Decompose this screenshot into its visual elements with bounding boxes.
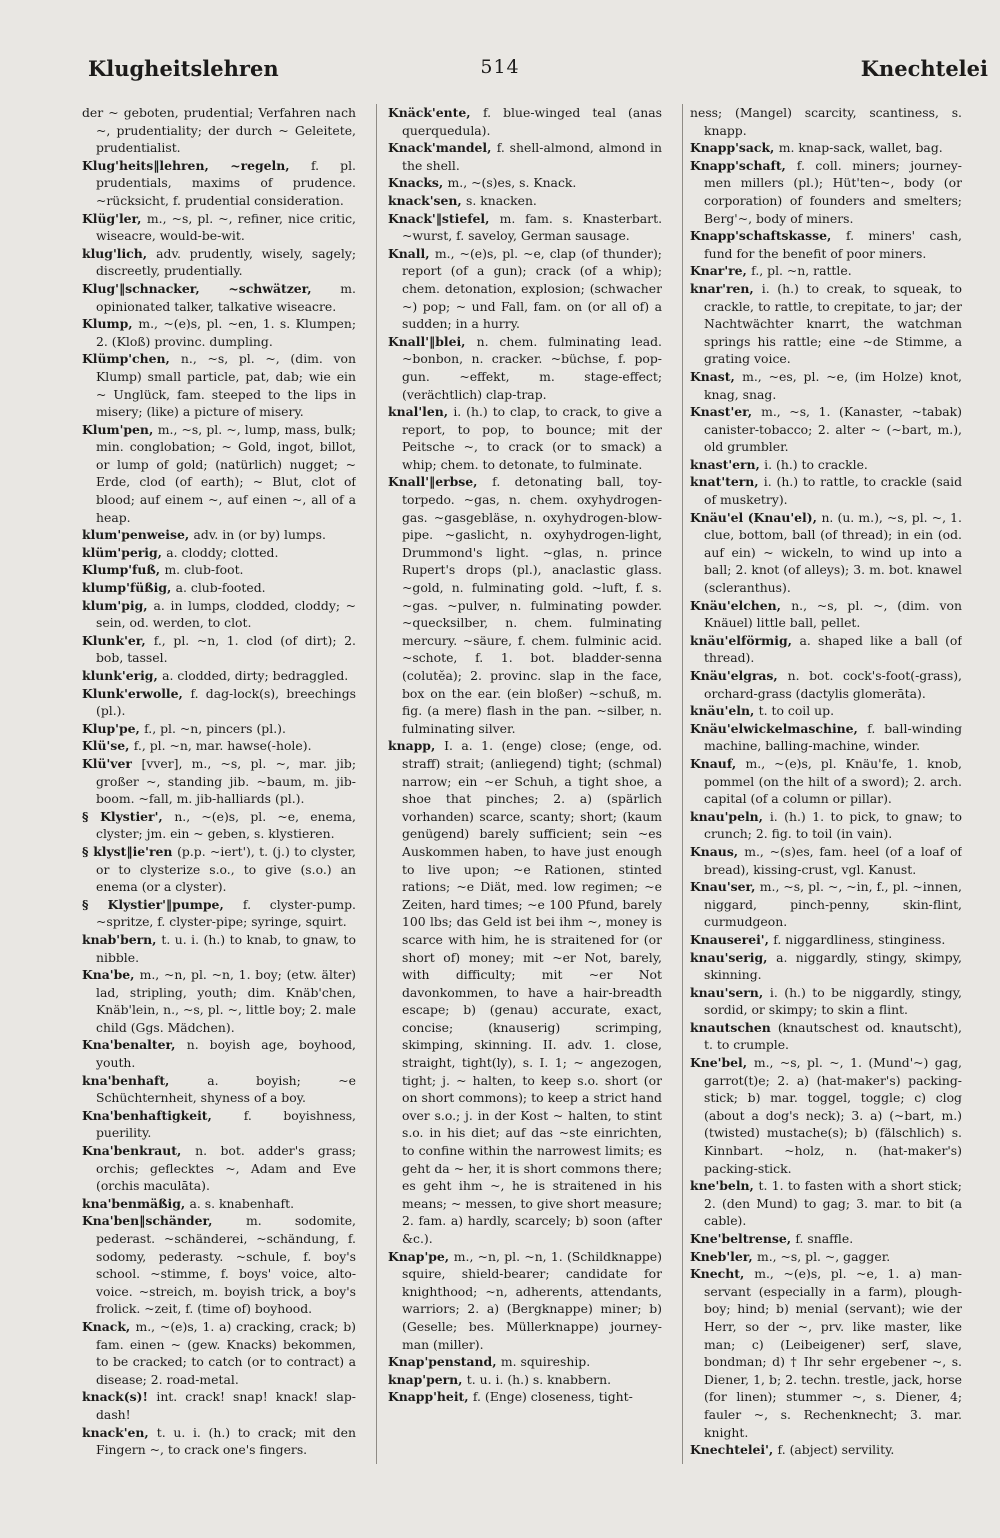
definition: f., pl. ~n, 1. clod (of dirt); 2. bob, tassel. xyxy=(96,632,356,666)
headword: knast'ern, xyxy=(690,456,765,472)
headword: Kna'be, xyxy=(82,967,140,983)
dictionary-entry xyxy=(690,808,962,843)
page-number: 514 xyxy=(480,56,520,78)
definition: t. to coil up. xyxy=(758,703,835,719)
dictionary-entry xyxy=(690,843,962,878)
dictionary-entry xyxy=(82,755,356,808)
headword: Knaus, xyxy=(690,843,745,859)
dictionary-entry xyxy=(690,139,962,157)
definition: n. chem. fulminating lead. ~bonbon, n. cracker. ~büchse, f. pop-gun. ~effekt, m. stage-effect; (verächtlich) clap-trap. xyxy=(402,333,662,402)
definition: a. boyish; ~e Schüchternheit, shyness of a boy. xyxy=(96,1072,356,1106)
headword: Klunk'erwolle, xyxy=(82,685,191,701)
dictionary-entry xyxy=(82,1424,356,1459)
dictionary-entry xyxy=(690,1019,962,1054)
definition: [vver], m., ~s, pl. ~, mar. jib; großer ~, standing jib. ~baum, m. jib-boom. ~fall, m. jib-halliards (pl.). xyxy=(96,755,356,807)
dictionary-entry xyxy=(690,1441,962,1459)
headword: Knäck'ente, xyxy=(388,105,483,120)
definition: i. (h.) 1. to pick, to gnaw; to crunch; 2. fig. to toil (in vain). xyxy=(704,808,962,842)
dictionary-entry xyxy=(690,755,962,808)
headword: Knapp'heit, xyxy=(388,1389,473,1405)
dictionary-entry xyxy=(388,473,662,737)
dictionary-entry xyxy=(82,667,356,685)
definition: a. clodded, dirty; bedraggled. xyxy=(162,668,349,683)
dictionary-entry xyxy=(690,1177,962,1230)
dictionary-entry xyxy=(690,597,962,632)
dictionary-entry xyxy=(82,1142,356,1195)
definition: adv. prudently, wisely, sagely; discreetly, prudentially. xyxy=(96,245,356,279)
definition: f. coll. miners; journey-men millers (pl.); Hüt'ten~, body (or corporation) of founders and smelters; Berg'~, body of miners. xyxy=(704,157,962,226)
headword: Knack, xyxy=(82,1318,136,1334)
definition: m., ~(e)s, pl. ~en, 1. s. Klumpen; 2. (Kloß) provinc. dumpling. xyxy=(96,316,356,349)
definition: t. u. i. (h.) to crack; mit den Fingern ~, to crack one's fingers. xyxy=(96,1424,356,1458)
definition: n. bot. cock's-foot(-grass), orchard-grass (dactylis glomerāta). xyxy=(704,668,962,701)
definition: f. snaffle. xyxy=(795,1231,854,1246)
headword: Knap'penstand, xyxy=(388,1354,501,1370)
dictionary-entry xyxy=(690,720,962,755)
dictionary-entry xyxy=(82,685,356,720)
definition: n. boyish age, boyhood, youth. xyxy=(96,1037,356,1071)
definition: m. club-foot. xyxy=(164,562,244,578)
dictionary-entry xyxy=(82,1107,356,1142)
headword: Knast'er, xyxy=(690,404,762,420)
definition: m., ~s, pl. ~, 1. (Mund'~) gag, garrot(t)e; 2. a) (hat-maker's) packing-stick; b) mar. toggel, toggle; c) clog (about a dog's neck); 3. a) (~bart, m.) (twisted) mustache(s); b) (fälschlich) s. Kinnbart. ~holz, n. (hat-maker's) packing-stick. xyxy=(704,1055,962,1176)
dictionary-entry xyxy=(690,949,962,984)
headword: Knall, xyxy=(388,245,435,261)
dictionary-entry xyxy=(690,667,962,702)
definition: i. (h.) to clap, to crack, to give a report, to pop, to bounce; mit der Peitsche ~, to crack (or to smack) a whip; chem. to detonate, to fulminate. xyxy=(402,404,662,472)
dictionary-entry xyxy=(388,245,662,333)
headword: § Klystier', xyxy=(82,808,175,824)
headword: Knechtelei', xyxy=(690,1442,778,1458)
dictionary-entry xyxy=(388,403,662,473)
headword: knau'peln, xyxy=(690,808,770,824)
headword: Knecht, xyxy=(690,1266,755,1282)
dictionary-entry xyxy=(82,104,356,157)
dictionary-entry xyxy=(388,333,662,403)
headword: Kna'ben‖schänder, xyxy=(82,1213,246,1229)
column-3 xyxy=(690,104,962,1504)
column-rule xyxy=(682,104,683,1464)
definition: f. boyishness, puerility. xyxy=(96,1107,356,1141)
headword: Klümp'chen, xyxy=(82,351,181,367)
running-head-left: Klugheitslehren xyxy=(88,56,279,81)
definition: m., ~(s)es, s. Knack. xyxy=(447,175,577,191)
headword: Klump'fuß, xyxy=(82,562,165,578)
definition: f., pl. ~n, rattle. xyxy=(751,263,852,279)
headword: knautschen xyxy=(690,1019,778,1035)
dictionary-entry xyxy=(690,456,962,474)
dictionary-entry xyxy=(82,896,356,931)
dictionary-entry xyxy=(82,1388,356,1423)
headword: Knäu'el (Knau'el), xyxy=(690,509,822,525)
definition: f., pl. ~n, mar. hawse(-hole). xyxy=(133,738,312,754)
dictionary-entry xyxy=(388,210,662,245)
dictionary-entry xyxy=(82,597,356,632)
headword: Knäu'elchen, xyxy=(690,597,792,613)
dictionary-entry xyxy=(388,104,662,139)
definition: m. squireship. xyxy=(500,1354,591,1370)
definition: I. a. 1. (enge) close; (enge, od. straff) strait; (anliegend) tight; (schmal) narrow; ein ~er Schuh, a tight shoe, a shoe that pinches; 2. a) (spärlich vorhanden) scarce, scanty; short; (kaum genügend) barely sufficient; sein ~es Auskommen haben, to have just enough to live upon; ~e Rationen, stinted rations; ~e Diät, med. low regimen; ~e Zeiten, hard times; ~e 100 Pfund, barely 100 lbs; das Geld ist bei ihm ~, money is scarce with him, he is straitened for (or short of) money; mit ~er Not, barely, with difficulty; mit ~er Not davonkommen, to have a hair-breadth escape; b) (genau) accurate, exact, concise; (knauserig) scrimping, skimping, skinning. II. adv. 1. close, straight, tight(ly), s. I. 1; ~ angezogen, tight; j. ~ halten, to keep s.o. short (or on short commons); to keep a strict hand over s.o.; j. in der Kost ~ halten, to stint s.o. in his diet; auf das ~ste einrichten, to confine within the narrowest limits; es geht da ~ her, it is short commons there; es geht ihm ~, he is straitened in his means; ~ messen, to give short measure; 2. fam. a) hardly, scarcely; b) soon (after &c.). xyxy=(402,738,662,1246)
dictionary-entry xyxy=(388,192,662,210)
headword: kne'beln, xyxy=(690,1178,759,1194)
dictionary-entry xyxy=(82,808,356,843)
dictionary-entry xyxy=(82,544,356,562)
headword: klum'penweise, xyxy=(82,527,194,543)
headword: Kna'benalter, xyxy=(82,1037,187,1053)
dictionary-entry xyxy=(82,245,356,280)
dictionary-entry xyxy=(388,139,662,174)
definition: n. (u. m.), ~s, pl. ~, 1. clue, bottom, ball (of thread); in ein (od. auf ein) ~ wickeln, to wind up into a ball; 2. knot (of alleys); 3. m. bot. knawel (scleranthus). xyxy=(704,509,962,596)
headword: knau'sern, xyxy=(690,984,770,1000)
definition: f., pl. ~n, pincers (pl.). xyxy=(144,720,286,736)
headword: kna'benmäßig, xyxy=(82,1195,190,1211)
definition: m., ~(e)s, 1. a) cracking, crack; b) fam. einen ~ (gew. Knacks) bekommen, to be cracked; to catch (or to contract) a disease; 2. road-metal. xyxy=(96,1318,356,1387)
dictionary-entry xyxy=(690,984,962,1019)
dictionary-entry xyxy=(82,1195,356,1213)
headword: knal'len, xyxy=(388,404,454,420)
dictionary-entry xyxy=(690,227,962,262)
dictionary-entry xyxy=(690,632,962,667)
definition: f. dag-lock(s), breechings (pl.). xyxy=(96,685,356,719)
definition: f. shell-almond, almond in the shell. xyxy=(402,140,662,173)
dictionary-entry xyxy=(690,931,962,949)
headword: Kne'beltrense, xyxy=(690,1231,796,1246)
definition: a. cloddy; clotted. xyxy=(166,544,279,560)
definition: i. (h.) to be niggardly, stingy, sordid, or skimpy; to skin a flint. xyxy=(704,984,962,1018)
definition: m., ~(e)s, pl. ~e, clap (of thunder); report (of a gun); crack (of a whip); chem. detonation, explosion; (schwacher ~) pop; ~ und Fall, fam. on (or all of) a sudden; in a hurry. xyxy=(402,245,662,332)
headword: Klü'se, xyxy=(82,738,134,754)
headword: Klump, xyxy=(82,316,139,332)
definition: f. pl. prudentials, maxims of prudence. ~rücksicht, f. prudential consideration. xyxy=(96,157,356,208)
headword: Knäu'elwickelmaschine, xyxy=(690,720,868,736)
headword: knack(s)! xyxy=(82,1389,157,1405)
definition: m., ~(e)s, pl. ~e, 1. a) man-servant (especially in a farm), plough-boy; hind; b) menial (servant); wie der Herr, so der ~, prv. like master, like man; c) (Leibeigener) serf, slave, bondman; d) † Ihr sehr ergebener ~, s. Diener, 1, b; 2. techn. trestle, jack, horse (for linen); stummer ~, s. Diener, 4; fauler ~, s. Rechenknecht; 3. mar. knight. xyxy=(704,1266,962,1440)
dictionary-entry xyxy=(388,1353,662,1371)
headword: knar'ren, xyxy=(690,280,762,296)
headword: knack'en, xyxy=(82,1424,157,1440)
definition: int. crack! snap! knack! slap-dash! xyxy=(96,1389,356,1422)
dictionary-entry xyxy=(690,1248,962,1266)
dictionary-entry xyxy=(82,632,356,667)
headword: Knau'ser, xyxy=(690,879,760,895)
headword: Klü'ver xyxy=(82,755,142,771)
definition: a. shaped like a ball (of thread). xyxy=(704,632,962,666)
dictionary-entry xyxy=(82,421,356,527)
definition: f. miners' cash, fund for the benefit of poor miners. xyxy=(704,228,962,261)
headword: klump'füßig, xyxy=(82,580,176,596)
definition: m., ~s, 1. (Kanaster, ~tabak) canister-tobacco; 2. alter ~ (~bart, m.), old grumbler. xyxy=(704,404,962,455)
headword: Klum'pen, xyxy=(82,421,158,437)
definition: a. in lumps, clodded, cloddy; ~ sein, od. werden, to clot. xyxy=(96,597,356,631)
headword: klüm'perig, xyxy=(82,544,167,560)
headword: knäu'elförmig, xyxy=(690,632,800,648)
dictionary-entry xyxy=(690,157,962,227)
dictionary-entry xyxy=(690,702,962,720)
headword: Knack'‖stiefel, xyxy=(388,210,500,226)
column-2 xyxy=(388,104,662,1504)
headword: Knap'pe, xyxy=(388,1248,454,1264)
definition: f. niggardliness, stinginess. xyxy=(773,931,946,947)
headword: Knauf, xyxy=(690,755,746,771)
definition: f. (Enge) closeness, tight- xyxy=(472,1389,633,1405)
definition: t. u. i. (h.) s. knabbern. xyxy=(466,1371,612,1387)
headword: klum'pig, xyxy=(82,597,154,613)
definition: n. bot. adder's grass; orchis; geflecktes ~, Adam and Eve (orchis maculāta). xyxy=(96,1143,356,1194)
dictionary-entry xyxy=(690,1054,962,1177)
definition: n., ~s, pl. ~, (dim. von Knäuel) little ball, pellet. xyxy=(704,597,962,631)
headword: knack'sen, xyxy=(388,192,467,208)
dictionary-entry xyxy=(82,315,356,350)
definition: m. opinionated talker, talkative wiseacre. xyxy=(96,280,356,314)
dictionary-entry xyxy=(388,737,662,1247)
headword: Kna'benkraut, xyxy=(82,1143,196,1159)
headword: Knar're, xyxy=(690,263,752,279)
definition: f. blue-winged teal (anas querquedula). xyxy=(402,105,662,138)
definition: (knautschest od. knautscht), t. to crumple. xyxy=(704,1019,962,1053)
headword: knab'bern, xyxy=(82,931,162,947)
headword: knapp, xyxy=(388,738,445,754)
definition: a. s. knabenhaft. xyxy=(189,1195,295,1211)
headword: Knacks, xyxy=(388,175,448,191)
definition: m., ~s, pl. ~, refiner, nice critic, wiseacre, would-be-wit. xyxy=(96,210,356,244)
headword: Knapp'sack, xyxy=(690,140,779,156)
dictionary-entry xyxy=(690,878,962,931)
headword: Knall'‖erbse, xyxy=(388,474,493,490)
definition: i. (h.) to crackle. xyxy=(764,456,868,472)
headword: Klunk'er, xyxy=(82,632,154,648)
headword: knau'serig, xyxy=(690,949,777,965)
dictionary-entry xyxy=(82,931,356,966)
definition: a. niggardly, stingy, skimpy, skinning. xyxy=(704,949,962,983)
definition: m. fam. s. Knasterbart. ~wurst, f. saveloy, German sausage. xyxy=(402,210,662,244)
dictionary-entry xyxy=(82,737,356,755)
headword: § Klystier'‖pumpe, xyxy=(82,896,243,912)
column-1 xyxy=(82,104,356,1504)
definition: der ~ geboten, prudential; Verfahren nach ~, prudentiality; der durch ~ Geleitete, prudentialist. xyxy=(82,105,356,156)
headword: Kneb'ler, xyxy=(690,1248,757,1264)
dictionary-entry xyxy=(82,720,356,738)
dictionary-entry xyxy=(82,843,356,896)
headword: Knall'‖blei, xyxy=(388,333,477,349)
dictionary-entry xyxy=(690,1230,962,1248)
running-head-right: Knechtelei xyxy=(860,56,988,81)
definition: m., ~n, pl. ~n, 1. boy; (etw. älter) lad, stripling, youth; dim. Knäb'chen, Knäb'lein, n., ~s, pl. ~, little boy; 2. male child (Ggs. Mädchen). xyxy=(96,967,356,1035)
definition: s. knacken. xyxy=(466,192,537,208)
definition: m. sodomite, pederast. ~schänderei, ~schändung, f. sodomy, pederasty. ~schule, f. boy's school. ~stimme, f. boys' voice, alto-voice. ~streich, m. boyish trick, a boy's frolick. ~zeit, f. (time of) boyhood. xyxy=(96,1213,356,1317)
dictionary-entry xyxy=(82,280,356,315)
dictionary-entry xyxy=(690,403,962,456)
headword: Knauserei', xyxy=(690,931,774,947)
headword: Knäu'elgras, xyxy=(690,668,788,683)
headword: klunk'erig, xyxy=(82,668,163,683)
dictionary-entry xyxy=(690,280,962,368)
definition: n., ~s, pl. ~, (dim. von Klump) small particle, pat, dab; wie ein ~ Unglück, fam. steeped to the lips in misery; (like) a picture of misery. xyxy=(96,351,356,420)
dictionary-entry xyxy=(82,526,356,544)
definition: t. 1. to fasten with a short stick; 2. (den Mund) to gag; 3. mar. to bit (a cable). xyxy=(704,1178,962,1229)
definition: f. ball-winding machine, balling-machine, winder. xyxy=(704,720,962,754)
dictionary-entry xyxy=(82,1318,356,1388)
definition: m. knap-sack, wallet, bag. xyxy=(778,140,943,156)
dictionary-entry xyxy=(82,210,356,245)
definition: (p.p. ~iert'), t. (j.) to clyster, or to clysterize s.o., to give (s.o.) an enema (or a clyster). xyxy=(96,843,356,895)
dictionary-entry xyxy=(690,104,962,139)
definition: m., ~s, pl. ~, gagger. xyxy=(756,1248,891,1264)
headword: Klup'pe, xyxy=(82,720,145,736)
headword: Knack'mandel, xyxy=(388,140,497,156)
definition: m., ~(e)s, pl. Knäu'fe, 1. knob, pommel (on the hilt of a sword); 2. arch. capital (of a column or pillar). xyxy=(704,755,962,807)
dictionary-entry xyxy=(690,368,962,403)
definition: m., ~s, pl. ~, lump, mass, bulk; min. conglobation; ~ Gold, ingot, billot, or lump of gold; (natürlich) nugget; ~ Erde, clod (of earth); ~ Blut, clot of blood; auf einem ~, auf einen ~, all of a heap. xyxy=(96,421,356,525)
column-rule xyxy=(376,104,377,1464)
definition: m., ~n, pl. ~n, 1. (Schildknappe) squire, shield-bearer; candidate for knighthood; ~n, adherents, attendants, warriors; 2. a) (Bergknappe) miner; b) (Geselle; bes. Müllerknappe) journey-man (miller). xyxy=(402,1248,662,1352)
definition: f. detonating ball, toy-torpedo. ~gas, n. chem. oxyhydrogen-gas. ~gasgebläse, n. oxyhydrogen-blow-pipe. ~gaslicht, n. oxyhydrogen-light, Drummond's light. ~glas, n. prince Rupert's drops (pl.), anaclastic glass. ~gold, n. fulminating gold. ~luft, f. s. ~gas. ~pulver, n. fulminating powder. ~quecksilber, n. chem. fulminating mercury. ~säure, f. chem. fulminic acid. ~schote, f. 1. bot. bladder-senna (colutĕa); 2. provinc. slap in the face, box on the ear. (ein bloßer) ~schuß, m. fig. (a mere) flash in the pan. ~silber, n. fulminating silver. xyxy=(402,474,662,736)
dictionary-entry xyxy=(690,509,962,597)
dictionary-entry xyxy=(82,966,356,1036)
dictionary-entry xyxy=(388,1371,662,1389)
definition: ness; (Mangel) scarcity, scantiness, s. knapp. xyxy=(690,105,962,138)
dictionary-entry xyxy=(690,1265,962,1441)
dictionary-entry xyxy=(690,473,962,508)
dictionary-entry xyxy=(690,262,962,280)
dictionary-entry xyxy=(388,1248,662,1354)
dictionary-entry xyxy=(388,1388,662,1406)
headword: knap'pern, xyxy=(388,1371,467,1387)
dictionary-entry xyxy=(82,579,356,597)
definition: n., ~(e)s, pl. ~e, enema, clyster; jm. ein ~ geben, s. klystieren. xyxy=(96,808,356,842)
definition: a. club-footed. xyxy=(175,580,266,596)
definition: i. (h.) to creak, to squeak, to crackle, to rattle, to crepitate, to jar; der Nachtwächter knarrt, the watchman springs his rattle; eine ~de Stimme, a grating voice. xyxy=(704,280,962,367)
dictionary-entry xyxy=(82,1072,356,1107)
definition: i. (h.) to rattle, to crackle (said of musketry). xyxy=(704,474,962,508)
definition: m., ~s, pl. ~, ~in, f., pl. ~innen, niggard, pinch-penny, skin-flint, curmudgeon. xyxy=(704,879,962,930)
definition: f. (abject) servility. xyxy=(777,1442,895,1458)
dictionary-entry xyxy=(82,157,356,210)
definition: m., ~es, pl. ~e, (im Holze) knot, knag, snag. xyxy=(704,368,962,402)
headword: klug'lich, xyxy=(82,245,157,261)
headword: Knapp'schaft, xyxy=(690,157,797,173)
headword: Knast, xyxy=(690,368,743,384)
definition: t. u. i. (h.) to knab, to gnaw, to nibble. xyxy=(96,931,356,965)
dictionary-entry xyxy=(388,174,662,192)
definition: f. clyster-pump. ~spritze, f. clyster-pipe; syringe, squirt. xyxy=(96,896,356,930)
headword: Klug'‖schnacker, ~schwätzer, xyxy=(82,280,341,296)
headword: kna'benhaft, xyxy=(82,1072,208,1088)
definition: m., ~(s)es, fam. heel (of a loaf of bread), kissing-crust, vgl. Kanust. xyxy=(704,843,962,877)
definition: adv. in (or by) lumps. xyxy=(193,527,326,543)
headword: § klyst‖ie'ren xyxy=(82,843,178,859)
dictionary-entry xyxy=(82,561,356,579)
dictionary-entry xyxy=(82,1036,356,1071)
headword: knat'tern, xyxy=(690,474,764,490)
headword: knäu'eln, xyxy=(690,703,759,719)
headword: Klug'heits‖lehren, ~regeln, xyxy=(82,157,312,173)
headword: Klüg'ler, xyxy=(82,210,147,226)
dictionary-entry xyxy=(82,1212,356,1318)
headword: Kna'benhaftigkeit, xyxy=(82,1107,244,1123)
headword: Kne'bel, xyxy=(690,1055,754,1071)
headword: Knapp'schaftskasse, xyxy=(690,228,846,244)
dictionary-entry xyxy=(82,350,356,420)
